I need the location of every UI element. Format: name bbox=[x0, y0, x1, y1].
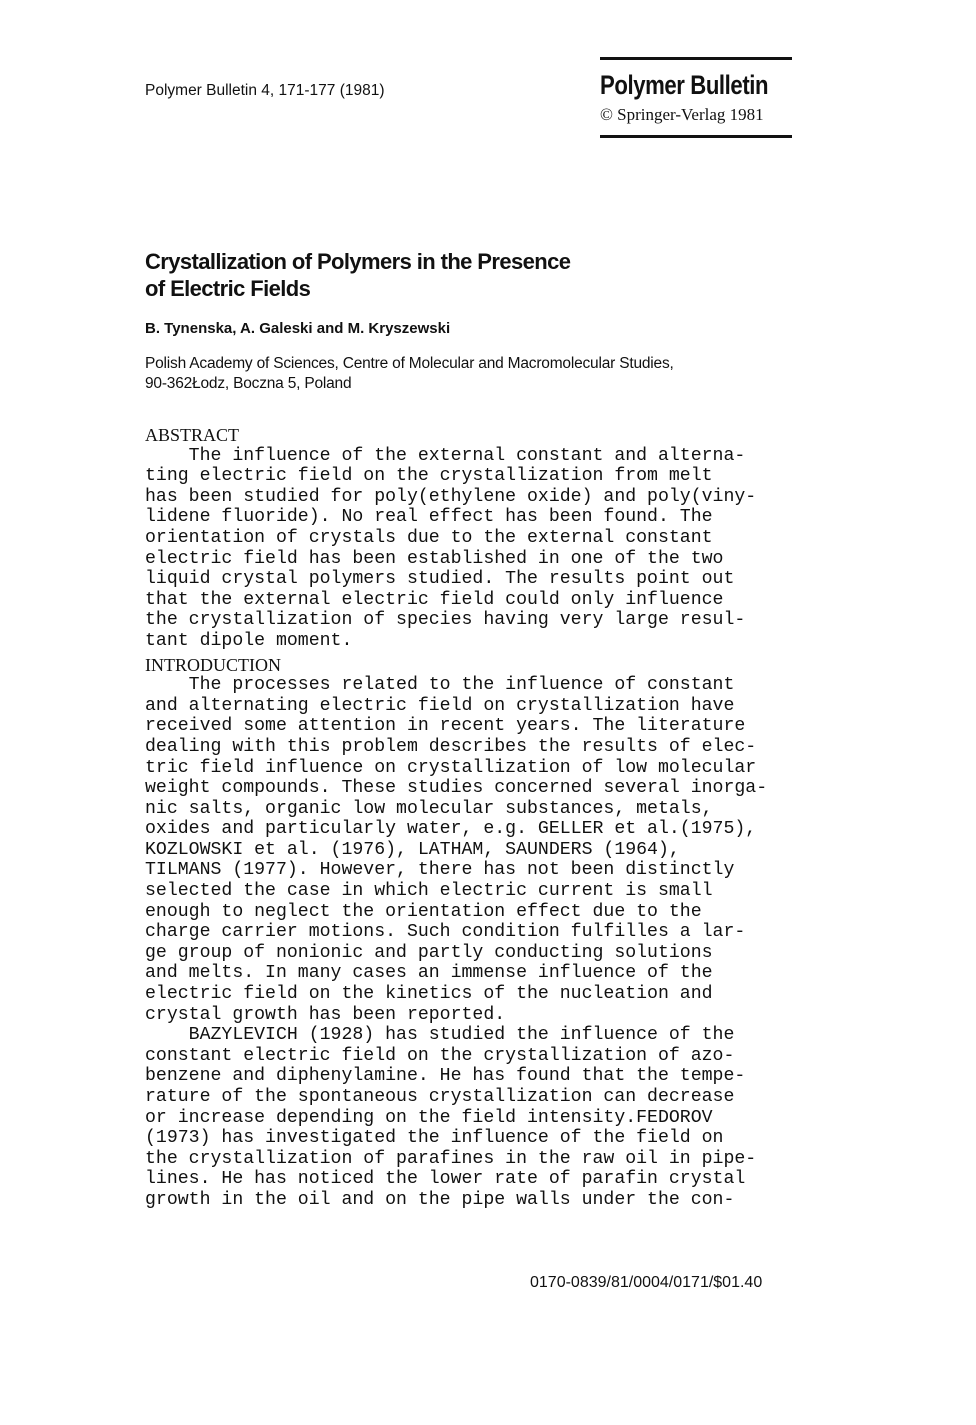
intro-line: selected the case in which electric current is small bbox=[145, 881, 713, 902]
intro-line: weight compounds. These studies concerned several inorga- bbox=[145, 778, 768, 799]
abstract-text bbox=[145, 446, 835, 652]
intro-line: electric field on the kinetics of the nucleation and bbox=[145, 984, 713, 1005]
abstract-line: that the external electric field could only influence bbox=[145, 589, 724, 610]
intro-line: oxides and particularly water, e.g. GELLER et al.(1975), bbox=[145, 819, 757, 840]
intro-line: growth in the oil and on the pipe walls under the con- bbox=[145, 1189, 735, 1210]
intro-line: nic salts, organic low molecular substances, metals, bbox=[145, 798, 713, 819]
abstract-line: electric field has been established in one of the two bbox=[145, 548, 724, 569]
intro-line: benzene and diphenylamine. He has found that the tempe- bbox=[145, 1066, 746, 1087]
intro-line: or increase depending on the field intensity.FEDOROV bbox=[145, 1107, 713, 1128]
affiliation-line-1: Polish Academy of Sciences, Centre of Molecular and Macromolecular Studies, bbox=[145, 355, 674, 372]
abstract-line: tant dipole moment. bbox=[145, 630, 353, 651]
abstract-line: has been studied for poly(ethylene oxide) and poly(viny- bbox=[145, 486, 757, 507]
intro-line: dealing with this problem describes the results of elec- bbox=[145, 736, 757, 757]
intro-line: enough to neglect the orientation effect due to the bbox=[145, 901, 702, 922]
top-rule bbox=[600, 57, 792, 60]
publication-code: 0170-0839/81/0004/0171/$01.40 bbox=[530, 1274, 763, 1291]
authors: B. Tynenska, A. Galeski and M. Kryszewski bbox=[145, 320, 451, 337]
intro-line: constant electric field on the crystallization of azo- bbox=[145, 1045, 735, 1066]
body-text bbox=[145, 425, 835, 1211]
citation: Polymer Bulletin 4, 171-177 (1981) bbox=[145, 82, 385, 99]
intro-line: tric field influence on crystallization of low molecular bbox=[145, 757, 757, 778]
abstract-line: The influence of the external constant and alterna- bbox=[145, 445, 746, 466]
abstract-line: the crystallization of species having very large resul- bbox=[145, 610, 746, 631]
affiliation bbox=[145, 354, 674, 394]
affiliation-line-2: 90-362Łodz, Boczna 5, Poland bbox=[145, 375, 352, 392]
intro-line: The processes related to the influence of constant bbox=[145, 675, 735, 696]
intro-line: and alternating electric field on crystallization have bbox=[145, 695, 735, 716]
abstract-line: orientation of crystals due to the external constant bbox=[145, 527, 713, 548]
intro-line: received some attention in recent years. The literature bbox=[145, 716, 746, 737]
article-title bbox=[145, 248, 785, 302]
intro-line: (1973) has investigated the influence of the field on bbox=[145, 1128, 724, 1149]
intro-line: ge group of nonionic and partly conducting solutions bbox=[145, 942, 713, 963]
intro-line: charge carrier motions. Such condition fulfilles a lar- bbox=[145, 922, 746, 943]
intro-line: TILMANS (1977). However, there has not been distinctly bbox=[145, 860, 735, 881]
bottom-rule bbox=[600, 135, 792, 138]
intro-line: the crystallization of parafines in the raw oil in pipe- bbox=[145, 1148, 757, 1169]
intro-line: crystal growth has been reported. bbox=[145, 1004, 506, 1025]
abstract-line: lidene fluoride). No real effect has been found. The bbox=[145, 507, 713, 528]
introduction-heading: INTRODUCTION bbox=[145, 654, 281, 675]
journal-box bbox=[600, 57, 792, 138]
intro-line: BAZYLEVICH (1928) has studied the influence of the bbox=[145, 1025, 735, 1046]
abstract-heading: ABSTRACT bbox=[145, 425, 240, 445]
abstract-line: ting electric field on the crystallization from melt bbox=[145, 466, 713, 487]
copyright-notice: © Springer-Verlag 1981 bbox=[600, 105, 764, 124]
title-line-2: of Electric Fields bbox=[145, 276, 311, 301]
journal-title: Polymer Bulletin bbox=[600, 70, 769, 100]
abstract-line: liquid crystal polymers studied. The results point out bbox=[145, 569, 735, 590]
introduction-text bbox=[145, 675, 835, 1210]
intro-line: lines. He has noticed the lower rate of parafin crystal bbox=[145, 1169, 746, 1190]
intro-line: KOZLOWSKI et al. (1976), LATHAM, SAUNDERS (1964), bbox=[145, 839, 680, 860]
title-line-1: Crystallization of Polymers in the Presence bbox=[145, 249, 571, 274]
intro-line: rature of the spontaneous crystallization can decrease bbox=[145, 1087, 735, 1107]
intro-line: and melts. In many cases an immense influence of the bbox=[145, 963, 713, 984]
